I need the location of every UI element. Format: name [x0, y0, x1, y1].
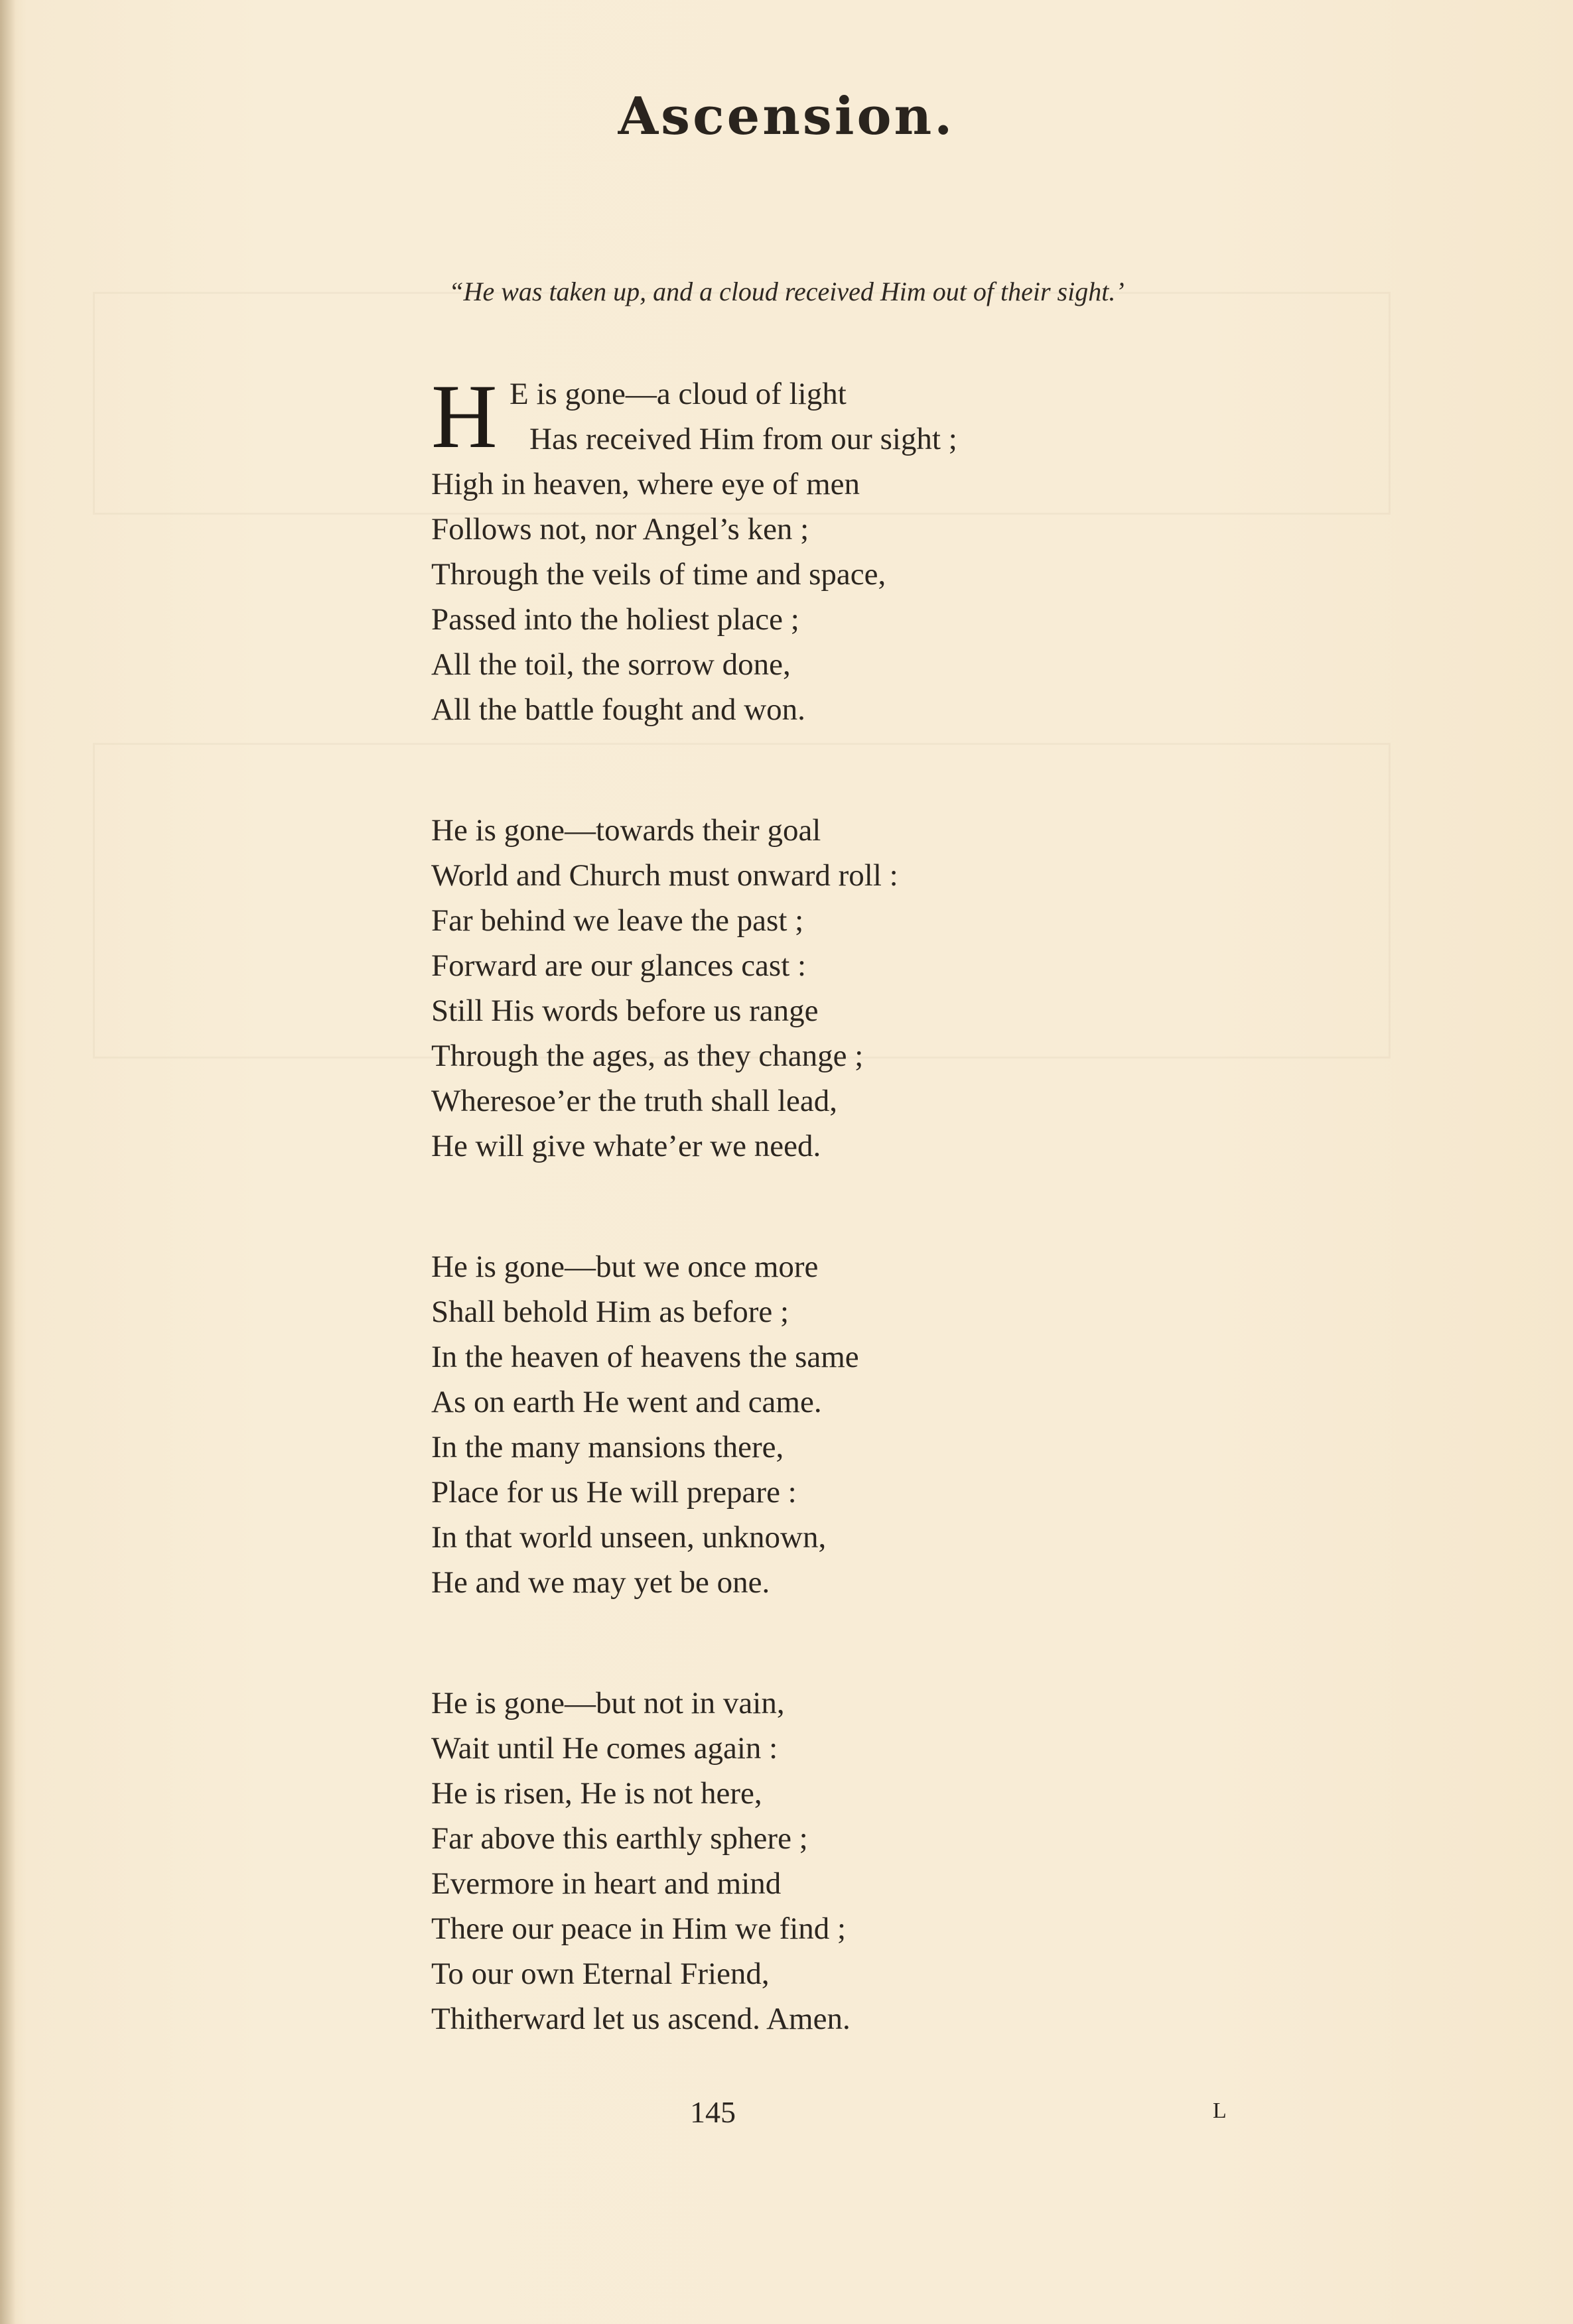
poem-line: He is gone—but we once more — [431, 1250, 819, 1284]
poem-line: In the many mansions there, — [431, 1430, 784, 1464]
poem-line: World and Church must onward roll : — [431, 858, 898, 893]
first-line-text: E is gone—a cloud of light — [510, 377, 847, 411]
poem-line: Passed into the holiest place ; — [431, 602, 799, 637]
poem-line: All the toil, the sorrow done, — [431, 647, 791, 682]
poem-line: Through the veils of time and space, — [431, 557, 886, 592]
poem-line: Far above this earthly sphere ; — [431, 1821, 808, 1856]
poem-line: Shall behold Him as before ; — [431, 1295, 789, 1329]
poem-line: As on earth He went and came. — [431, 1385, 822, 1419]
poem-line: In that world unseen, unknown, — [431, 1520, 827, 1555]
poem-line: Wait until He comes again : — [431, 1731, 778, 1766]
poem-line: Wheresoe’er the truth shall lead, — [431, 1084, 838, 1118]
poem-line: Thitherward let us ascend. Amen. — [431, 2002, 851, 2036]
poem-line: He and we may yet be one. — [431, 1565, 770, 1600]
epigraph: “He was taken up, and a cloud received Him out of their sight.’ — [448, 277, 1125, 306]
drop-cap: H — [431, 365, 498, 467]
poem-line: Through the ages, as they change ; — [431, 1039, 864, 1073]
poem-line: He is gone—but not in vain, — [431, 1686, 785, 1720]
stanza-2 — [431, 808, 1227, 1169]
poem-line: Forward are our glances cast : — [431, 948, 807, 983]
poem-line: All the battle fought and won. — [431, 692, 805, 727]
poem-line: Still His words before us range — [431, 994, 819, 1028]
stanza-3 — [431, 1244, 1227, 1605]
poem-line: Place for us He will prepare : — [431, 1475, 797, 1510]
poem-line: Far behind we leave the past ; — [431, 903, 804, 938]
stanza-4 — [431, 1681, 1227, 2041]
poem-line: High in heaven, where eye of men — [431, 467, 860, 501]
poem-line: He is gone—towards their goal — [431, 813, 821, 848]
poem-line: He will give whate’er we need. — [431, 1129, 821, 1163]
poem-line: Follows not, nor Angel’s ken ; — [431, 512, 809, 547]
poem-line: To our own Eternal Friend, — [431, 1957, 770, 1991]
poem-line: Evermore in heart and mind — [431, 1866, 782, 1901]
poem-line: In the heaven of heavens the same — [431, 1340, 859, 1374]
second-line: Has received Him from our sight ; — [529, 422, 957, 456]
page-number: 145 — [690, 2095, 736, 2129]
poem-line: There our peace in Him we find ; — [431, 1911, 847, 1946]
poem-line: He is risen, He is not here, — [431, 1776, 762, 1811]
poem — [431, 365, 1227, 2041]
spine-shadow — [0, 0, 16, 2324]
stanza-1 — [431, 365, 1227, 732]
signature-mark: L — [1213, 2098, 1227, 2123]
page-title: Ascension. — [618, 86, 955, 147]
